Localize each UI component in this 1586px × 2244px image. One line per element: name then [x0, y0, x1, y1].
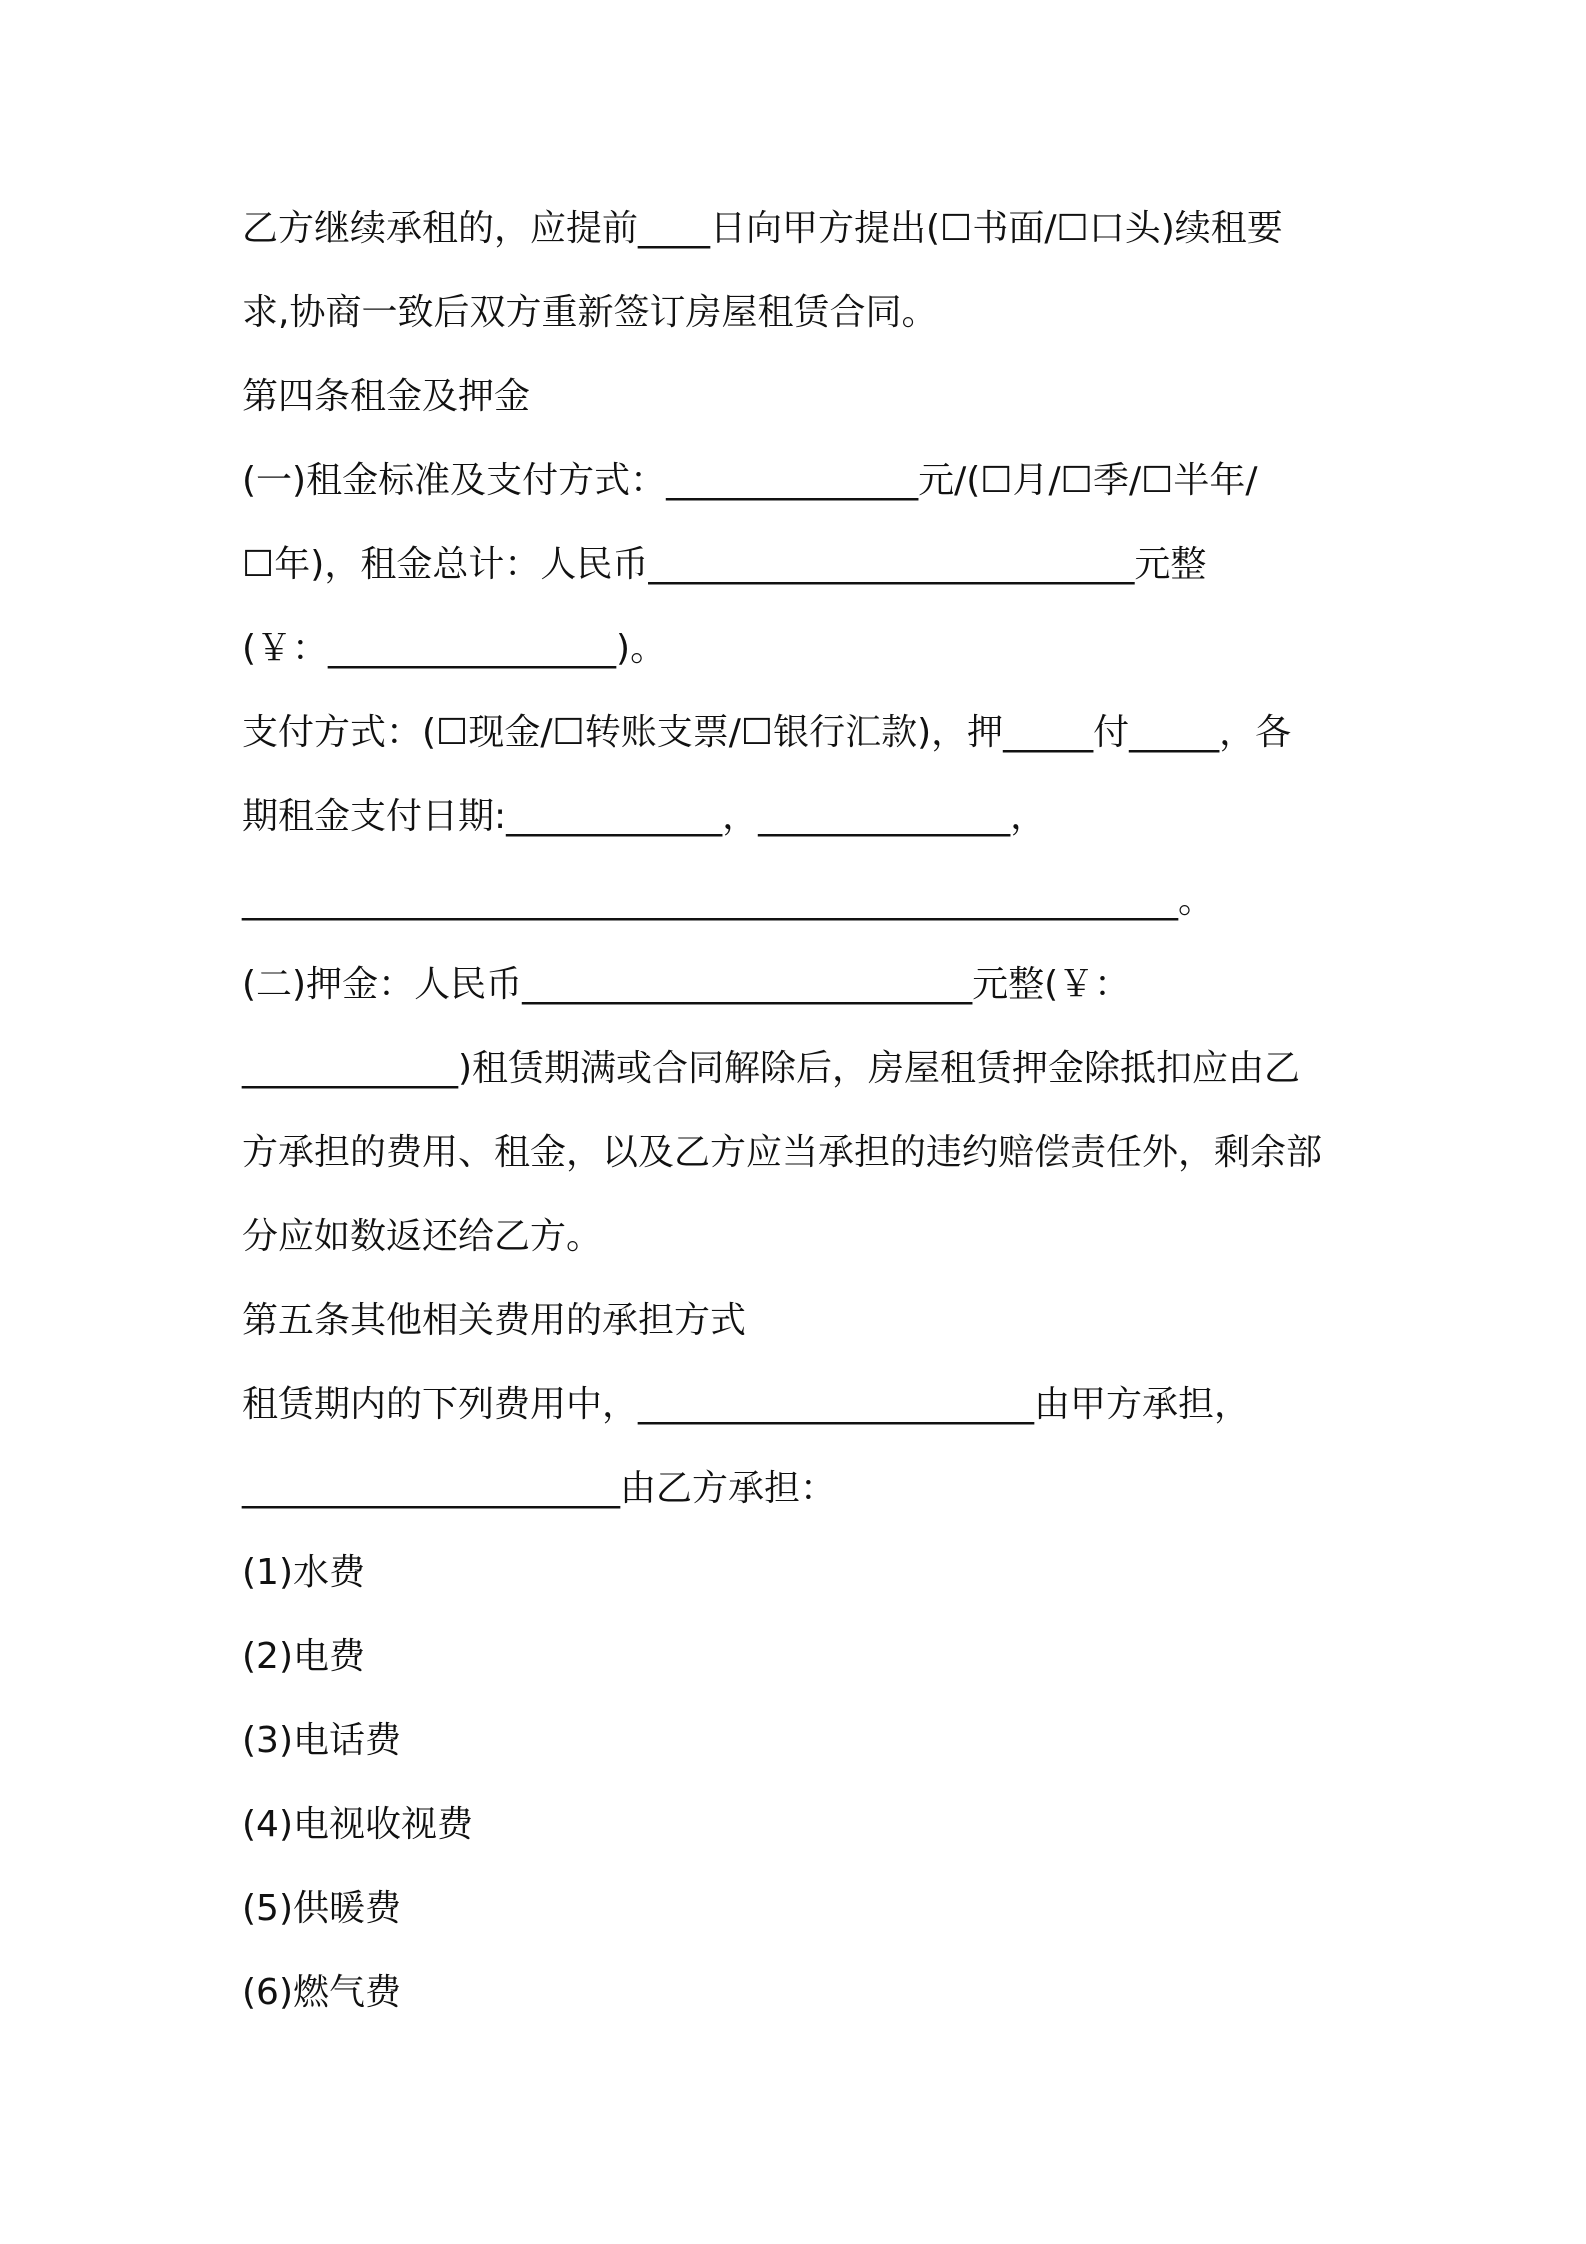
text-line: (一)租金标准及支付方式：______________元/(☐月/☐季/☐半年/ [242, 460, 1258, 501]
list-item: (1)水费 [242, 1552, 365, 1593]
section-heading: 第五条其他相关费用的承担方式 [242, 1300, 747, 1341]
text-line: ____________)租赁期满或合同解除后，房屋租赁押金除抵扣应由乙 [242, 1048, 1301, 1089]
text-line: 支付方式：(☐现金/☐转账支票/☐银行汇款)，押_____付_____，各 [242, 712, 1292, 753]
text-line: _____________________由乙方承担： [242, 1468, 837, 1509]
text-line: 分应如数返还给乙方。 [242, 1216, 603, 1257]
text-line: (二)押金：人民币_________________________元整(￥： [242, 964, 1131, 1005]
section-heading: 第四条租金及押金 [242, 376, 531, 417]
text-line: (￥：________________)。 [242, 628, 667, 669]
text-line: 租赁期内的下列费用中，______________________由甲方承担， [242, 1384, 1251, 1425]
text-line: ____________________________________________________。 [242, 880, 1214, 921]
list-item: (2)电费 [242, 1636, 365, 1677]
text-line: 乙方继续承租的，应提前____日向甲方提出(☐书面/☐口头)续租要 [242, 208, 1283, 249]
text-line: ☐年)，租金总计：人民币___________________________元整 [242, 544, 1207, 585]
list-item: (3)电话费 [242, 1720, 401, 1761]
list-item: (6)燃气费 [242, 1972, 401, 2013]
list-item: (5)供暖费 [242, 1888, 401, 1929]
list-item: (4)电视收视费 [242, 1804, 473, 1845]
text-line: 期租金支付日期:____________，______________， [242, 796, 1047, 837]
text-line: 求,协商一致后双方重新签订房屋租赁合同。 [242, 292, 938, 333]
text-line: 方承担的费用、租金，以及乙方应当承担的违约赔偿责任外，剩余部 [242, 1132, 1323, 1173]
